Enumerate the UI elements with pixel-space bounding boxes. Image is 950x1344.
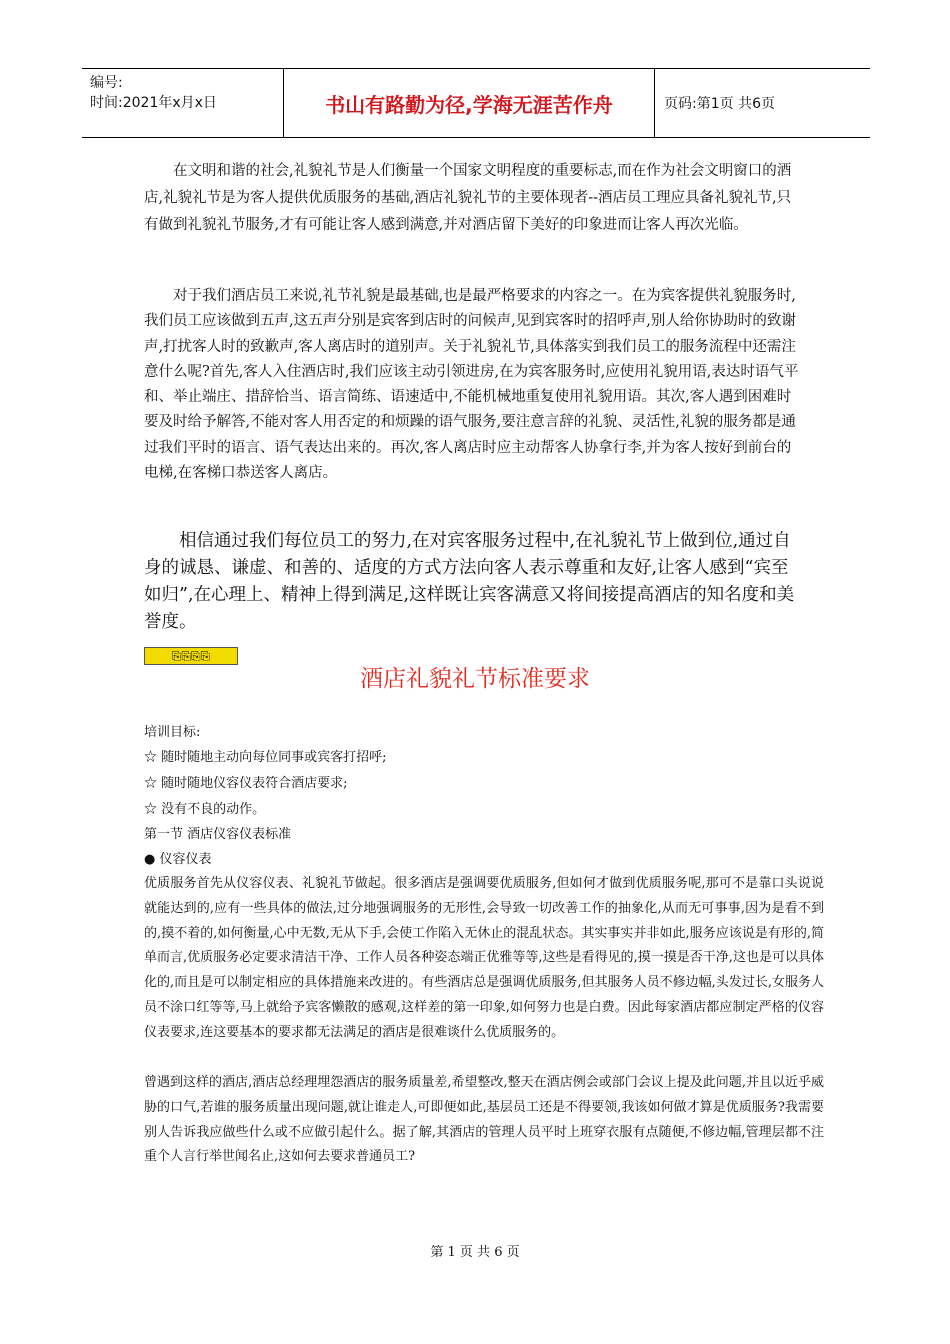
- body-paragraph: 曾遇到这样的酒店,酒店总经理埋怨酒店的服务质量差,希望整改,整天在酒店例会或部门会议上提及此问题,并且以近乎威胁的口气,若谁的服务质量出现问题,就让谁走人,可即便如此,基层员工还是不得要领,我该如何做才算是优质服务?我需要别人告诉我应做些什么或不应做引起什么。据了解,其酒店的管理人员平时上班穿衣服有点随便,不修边幅,管理层都不注重个人言行举世闻名止,这如何去要求普通员工?: [144, 1075, 824, 1165]
- goal-item: ☆ 随时随地仪容仪表符合酒店要求;: [144, 776, 348, 791]
- page-header: [82, 68, 870, 138]
- staff-paragraph: 对于我们酒店员工来说,礼节礼貌是最基础,也是最严格要求的内容之一。在为宾客提供礼貌服务时,我们员工应该做到五声,这五声分别是宾客到店时的问候声,见到宾客时的招呼声,别人给你协助时的致谢声,打扰客人时的致歉声,客人离店时的道别声。关于礼貌礼节,具体落实到我们员工的服务流程中还需注意什么呢?首先,客人入住酒店时,我们应该主动引领进房,在为宾客服务时,应使用礼貌用语,表达时语气平和、举止端庄、措辞恰当、语言简练、语速适中,不能机械地重复使用礼貌用语。其次,客人遇到困难时要及时给予解答,不能对客人用否定的和烦躁的语气服务,要注意言辞的礼貌、灵活性,礼貌的服务都是通过我们平时的语言、语气表达出来的。再次,客人离店时应主动帮客人协拿行李,并为客人按好到前台的电梯,在客梯口恭送客人离店。: [144, 288, 799, 482]
- goal-item: ☆ 随时随地主动向每位同事或宾客打招呼;: [144, 750, 387, 765]
- goal-item: ☆ 没有不良的动作。: [144, 802, 266, 817]
- chapter-heading: 第一节 酒店仪容仪表标准: [144, 827, 292, 842]
- decoration-glyphs: ⎘⎘⎘⎘: [171, 649, 211, 663]
- body-paragraph: 优质服务首先从仪容仪表、礼貌礼节做起。很多酒店是强调要优质服务,但如何才做到优质服务呢,那可不是靠口头说说就能达到的,应有一些具体的做法,过分地强调服务的无形性,会导致一切改善工作的抽象化,从而无可事事,因为是看不到的,摸不着的,如何衡量,心中无数,无从下手,会使工作陷入无休止的混乱状态。其实事实并非如此,服务应该说是有形的,简单而言,优质服务必定要求清洁干净、工作人员各种姿态端正优雅等等,这些是看得见的,摸一摸是否干净,这也是可以具体化的,而且是可以制定相应的具体措施来改进的。有些酒店总是强调优质服务,但其服务人员不修边幅,头发过长,女服务人员不涂口红等等,马上就给予宾客懒散的感观,这样差的第一印象,如何努力也是白费。因此每家酒店都应制定严格的仪容仪表要求,连这要基本的要求都无法满足的酒店是很难谈什么优质服务的。: [144, 876, 824, 1040]
- section-title: 酒店礼貌礼节标准要求: [360, 666, 590, 692]
- header-left: [90, 73, 217, 113]
- page-footer: 第 1 页 共 6 页: [430, 1245, 520, 1260]
- goals-label: 培训目标:: [144, 725, 201, 740]
- bullet-heading: ● 仪容仪表: [144, 852, 212, 867]
- intro-paragraph: 在文明和谐的社会,礼貌礼节是人们衡量一个国家文明程度的重要标志,而在作为社会文明窗口的酒店,礼貌礼节是为客人提供优质服务的基础,酒店礼貌礼节的主要体现者--酒店员工理应具备礼貌礼节,只有做到礼貌礼节服务,才有可能让客人感到满意,并对酒店留下美好的印象进而让客人再次光临。: [144, 163, 792, 233]
- number-label: 编号:: [90, 75, 123, 91]
- header-motto: 书山有路勤为径,学海无涯苦作舟: [283, 69, 655, 137]
- closing-paragraph: 相信通过我们每位员工的努力,在对宾客服务过程中,在礼貌礼节上做到位,通过自身的诚恳、谦虚、和善的、适度的方式方法向客人表示尊重和友好,让客人感到“宾至如归”,在心理上、精神上得到满足,这样既让宾客满意又将间接提高酒店的知名度和美誉度。: [144, 531, 795, 632]
- time-label: 时间:2021年x月x日: [90, 95, 217, 111]
- header-page-info: 页码:第1页 共6页: [664, 96, 775, 112]
